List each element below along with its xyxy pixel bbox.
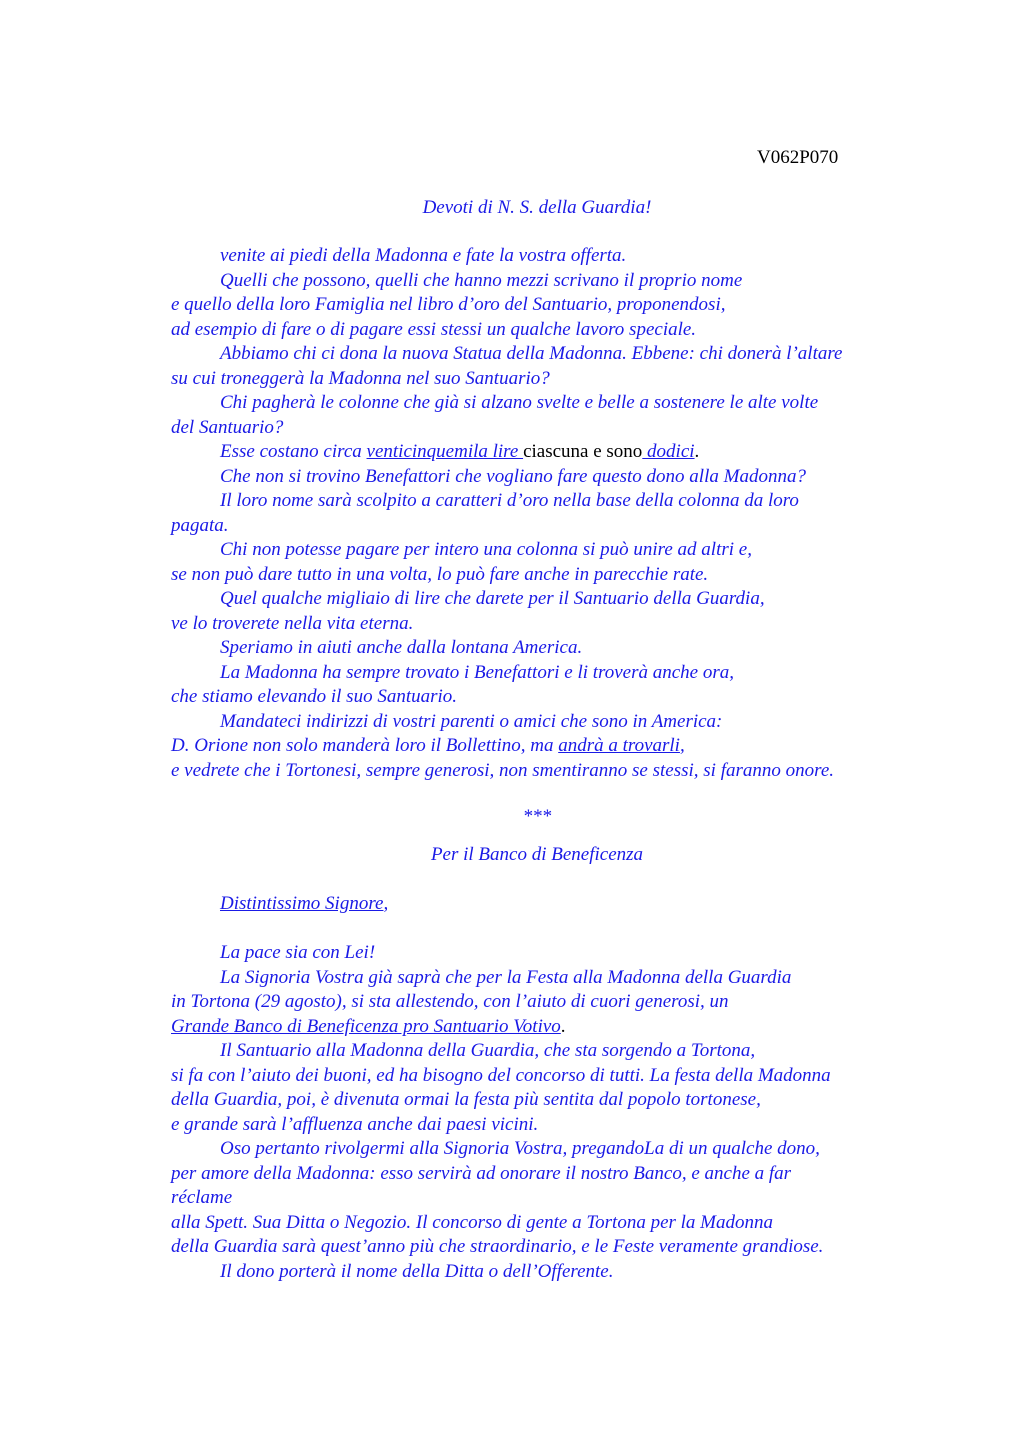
text-line: e vedrete che i Tortonesi, sempre generosi, non smentiranno se stessi, si faranno onore.: [171, 759, 834, 781]
period: .: [560, 1015, 566, 1037]
text-line: La pace sia con Lei!: [220, 942, 376, 963]
text-line: che stiamo elevando il suo Santuario.: [171, 686, 458, 707]
cost-text-plain: ciascuna e sono: [523, 441, 643, 462]
text-line: La Madonna ha sempre trovato i Benefattori e li troverà anche ora,: [220, 661, 734, 683]
text-line: in Tortona (29 agosto), si sta allestendo, con l’aiuto di cuori generosi, un: [171, 991, 729, 1012]
text-line-cost: [171, 440, 931, 465]
comma: ,: [383, 893, 389, 914]
orione-text: D. Orione non solo manderà loro il Bollettino, ma: [171, 735, 559, 756]
text-line: Quelli che possono, quelli che hanno mezzi scrivano il proprio nome: [220, 269, 743, 291]
text-line: Il dono porterà il nome della Ditta o dell’Offerente.: [220, 1260, 614, 1282]
text-line: del Santuario?: [171, 416, 284, 438]
salutation-line: [171, 892, 931, 917]
text-line: Il Santuario alla Madonna della Guardia, che sta sorgendo a Tortona,: [220, 1040, 756, 1061]
section-banco: [171, 941, 931, 1284]
text-line: La Signoria Vostra già saprà che per la Festa alla Madonna della Guardia: [220, 966, 792, 988]
comma: ,: [679, 735, 685, 756]
amount-underlined: venticinquemila lire: [366, 441, 524, 462]
text-line: Chi pagherà le colonne che già si alzano svelte e belle a sostenere le alte volte: [220, 392, 819, 413]
salutation: [171, 892, 931, 917]
text-line-orione: [171, 734, 931, 759]
text-line: Speriamo in aiuti anche dalla lontana America.: [220, 637, 583, 658]
text-line: su cui troneggerà la Madonna nel suo Santuario?: [171, 367, 550, 389]
text-line: Che non si trovino Benefattori che vogliano fare questo dono alla Madonna?: [220, 465, 806, 487]
heading-banco: Per il Banco di Beneficenza: [430, 844, 644, 865]
period: .: [694, 441, 700, 462]
text-line: ad esempio di fare o di pagare essi stessi un qualche lavoro speciale.: [171, 318, 697, 340]
text-line: della Guardia, poi, è divenuta ormai la festa più sentita dal popolo tortonese,: [171, 1089, 761, 1110]
text-line: Mandateci indirizzi di vostri parenti o amici che sono in America:: [220, 710, 723, 732]
page-code: V062P070: [757, 147, 839, 168]
section-devoti: [171, 244, 931, 783]
text-line: Chi non potesse pagare per intero una colonna si può unire ad altri e,: [220, 539, 752, 560]
text-line: Il loro nome sarà scolpito a caratteri d’oro nella base della colonna da loro: [220, 490, 799, 511]
text-line: Quel qualche migliaio di lire che darete per il Santuario della Guardia,: [220, 588, 765, 609]
visit-underlined: andrà a trovarli: [558, 735, 680, 756]
text-line: alla Spett. Sua Ditta o Negozio. Il concorso di gente a Tortona per la Madonna: [171, 1211, 773, 1233]
text-line: e grande sarà l’affluenza anche dai paesi vicini.: [171, 1113, 539, 1135]
cost-text: Esse costano circa: [220, 441, 367, 462]
text-line: se non può dare tutto in una volta, lo può fare anche in parecchie rate.: [171, 563, 709, 585]
separator-stars: ***: [522, 806, 552, 827]
banco-underlined: Grande Banco di Beneficenza pro Santuario Votivo: [171, 1015, 561, 1037]
text-line: si fa con l’aiuto dei buoni, ed ha bisogno del concorso di tutti. La festa della Madonna: [171, 1064, 831, 1086]
text-line-banco: [171, 1015, 931, 1040]
text-line: Oso pertanto rivolgermi alla Signoria Vostra, pregandoLa di un qualche dono,: [220, 1138, 820, 1159]
text-line: per amore della Madonna: esso servirà ad onorare il nostro Banco, e anche a far: [171, 1162, 792, 1184]
salutation-underlined: Distintissimo Signore: [220, 893, 384, 914]
heading-devoti: Devoti di N. S. della Guardia!: [422, 197, 652, 218]
text-line: della Guardia sarà quest’anno più che straordinario, e le Feste veramente grandiose.: [171, 1236, 824, 1257]
text-line: Abbiamo chi ci dona la nuova Statua della Madonna. Ebbene: chi donerà l’altare: [220, 343, 843, 364]
text-line: e quello della loro Famiglia nel libro d’oro del Santuario, proponendosi,: [171, 294, 726, 315]
count-underlined: dodici: [642, 441, 695, 462]
text-line: réclame: [171, 1187, 233, 1208]
text-line: venite ai piedi della Madonna e fate la vostra offerta.: [220, 245, 627, 266]
text-line: pagata.: [171, 514, 229, 536]
text-line: ve lo troverete nella vita eterna.: [171, 612, 414, 634]
